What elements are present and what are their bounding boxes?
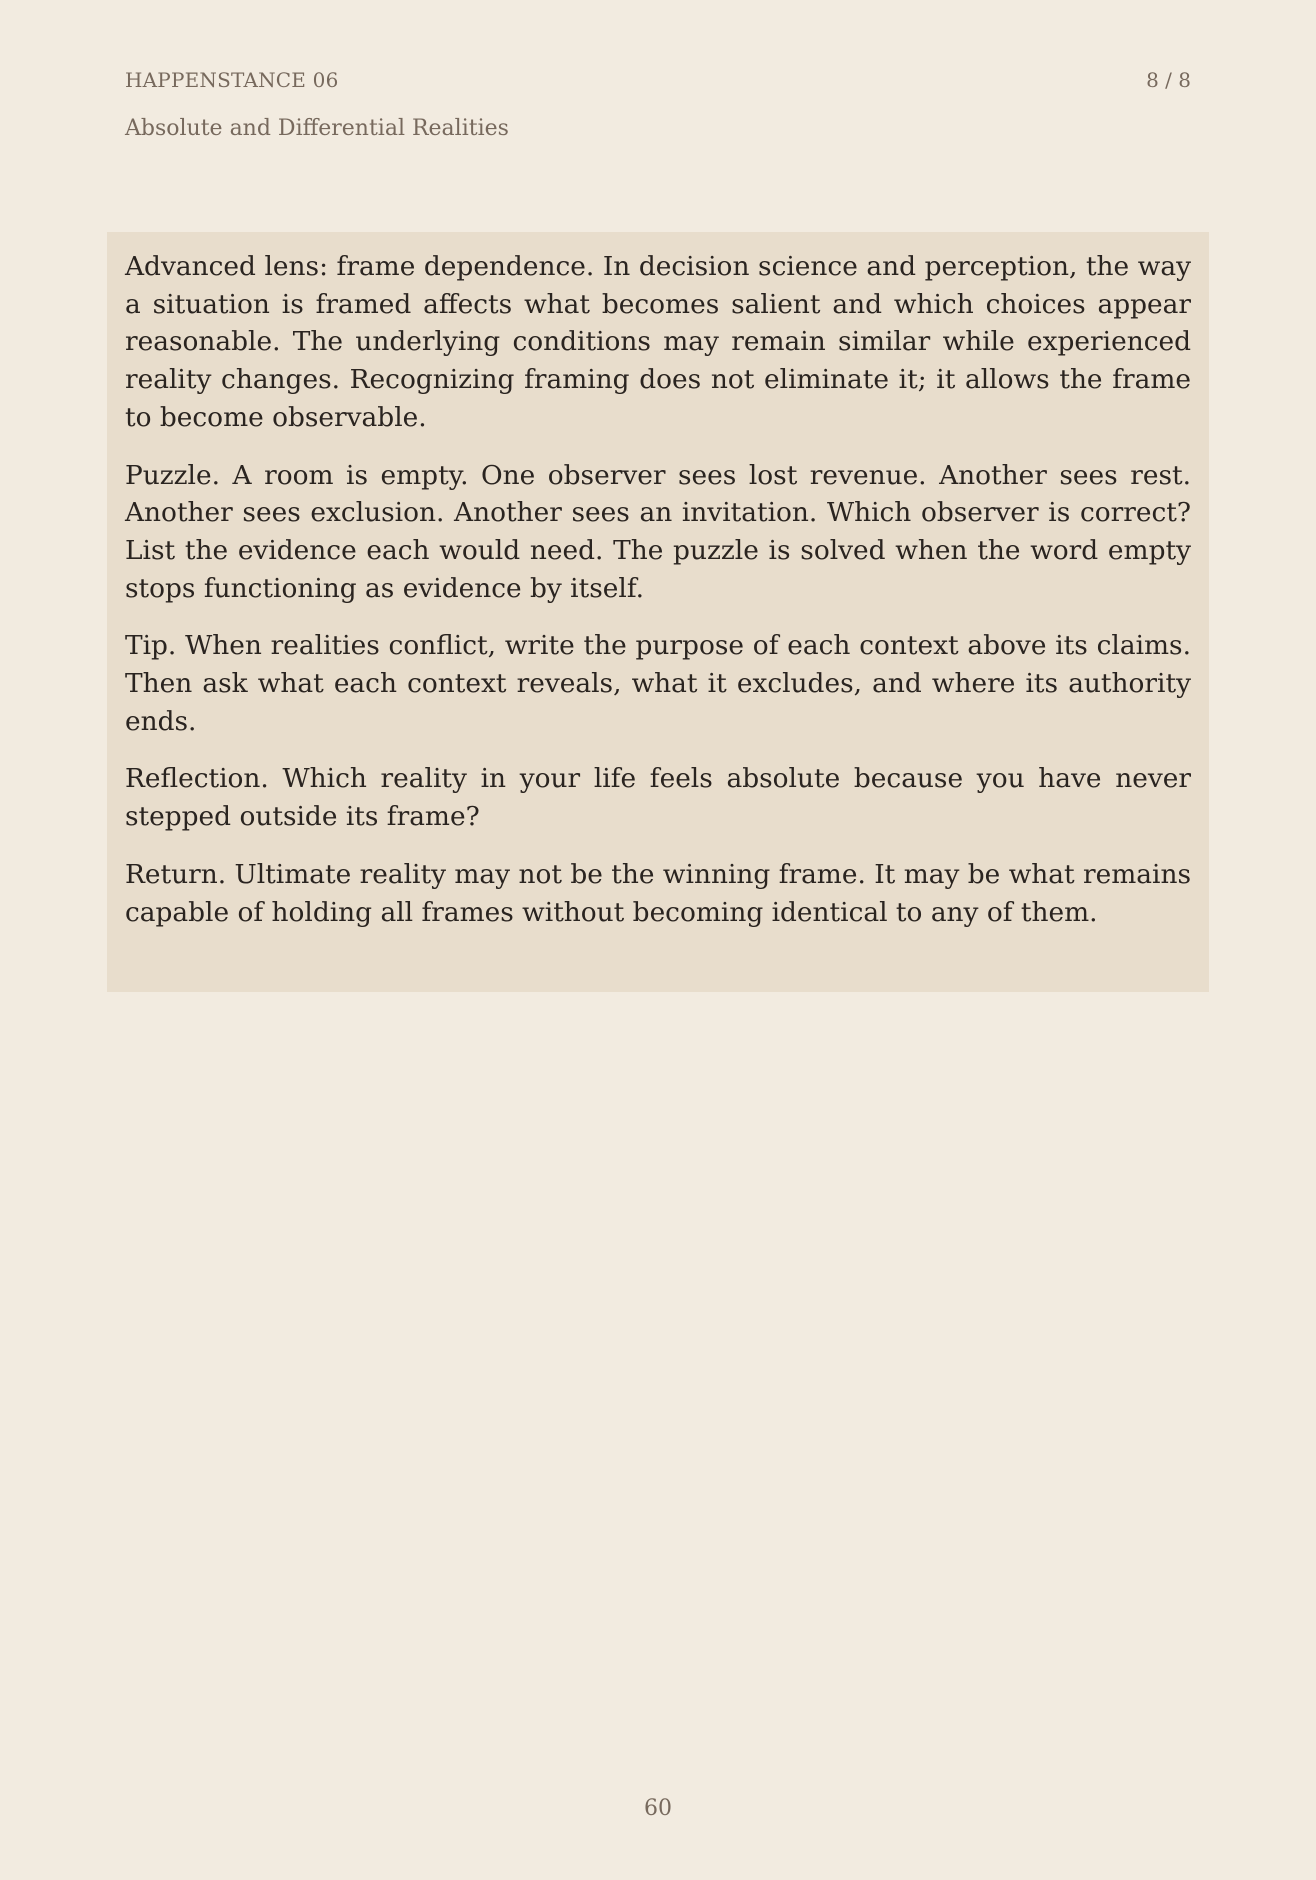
paragraph-advanced-lens: Advanced lens: frame dependence. In decision science and perception, the way a situation is framed affects what becomes salient and which choices appear reasonable. The underlying conditions may remain similar while experienced reality changes. Recognizing framing does not eliminate it; it allows the frame to become observable. bbox=[125, 251, 1191, 433]
paragraph-puzzle: Puzzle. A room is empty. One observer sees lost revenue. Another sees rest. Another sees exclusion. Another sees an invitation. Which observer is correct? List the evidence each would need. The puzzle is solved when the word empty stops functioning as evidence by itself. bbox=[125, 459, 1191, 604]
paragraph-reflection: Reflection. Which reality in your life feels absolute because you have never stepped outside its frame? bbox=[125, 763, 1191, 833]
page-number: 60 bbox=[644, 1796, 672, 1821]
paragraph-return: Return. Ultimate reality may not be the winning frame. It may be what remains capable of holding all frames without becoming identical to any of them. bbox=[125, 858, 1191, 928]
content-box bbox=[107, 232, 1209, 992]
page-header bbox=[125, 68, 1191, 98]
paragraph-tip: Tip. When realities conflict, write the purpose of each context above its claims. Then ask what each context reveals, what it excludes, and where its authority ends. bbox=[125, 630, 1191, 737]
book-title: HAPPENSTANCE 06 bbox=[125, 68, 339, 92]
page-counter: 8 / 8 bbox=[1146, 68, 1191, 92]
chapter-title: Absolute and Differential Realities bbox=[125, 116, 509, 141]
